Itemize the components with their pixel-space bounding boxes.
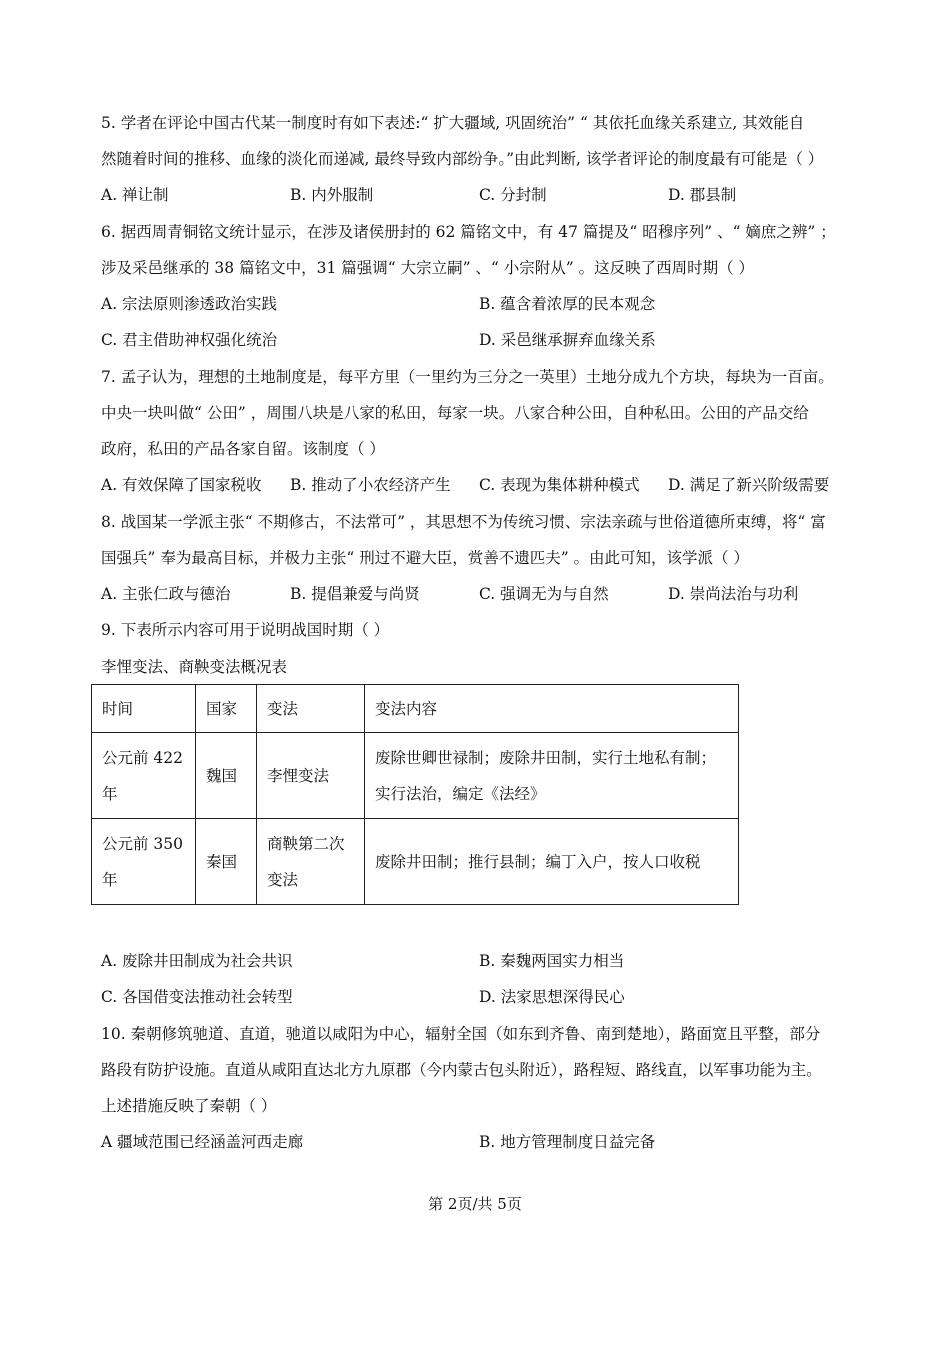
q7-option-a: A. 有效保障了国家税收	[101, 476, 262, 494]
q7-option-d: D. 满足了新兴阶级需要	[668, 476, 830, 494]
table-row	[92, 733, 739, 819]
q10-option-a: A 疆域范围已经涵盖河西走廊	[101, 1133, 304, 1151]
reform-table	[91, 684, 739, 905]
q9-option-a: A. 废除井田制成为社会共识	[101, 952, 293, 970]
table-header-cell: 变法	[257, 685, 365, 733]
q10-option-b: B. 地方管理制度日益完备	[479, 1133, 656, 1151]
q8-option-d: D. 崇尚法治与功利	[668, 585, 799, 603]
q10-line-1: 10. 秦朝修筑驰道、直道，驰道以咸阳为中心，辐射全国（如东到齐鲁、南到楚地），路面宽且平整，部分	[101, 1025, 821, 1043]
q7-line-2: 中央一块叫做“ 公田” ，周围八块是八家的私田，每家一块。八家合种公田，自种私田。公田的产品交给	[101, 404, 809, 422]
table-cell-time: 公元前 422 年	[92, 733, 196, 819]
table-cell-reform: 李悝变法	[257, 733, 365, 819]
q9-option-b: B. 秦魏两国实力相当	[479, 952, 625, 970]
q6-option-a: A. 宗法原则渗透政治实践	[101, 295, 278, 313]
top-fragment-mark	[101, 90, 291, 96]
q9-option-c: C. 各国借变法推动社会转型	[101, 988, 293, 1006]
table-header-cell: 变法内容	[365, 685, 739, 733]
q8-line-2: 国强兵” 奉为最高目标，并极力主张“ 刑过不避大臣，赏善不遗匹夫” 。由此可知，该学派（ ）	[101, 549, 749, 567]
q9-line-1: 9. 下表所示内容可用于说明战国时期（ ）	[101, 621, 390, 639]
q9-option-d: D. 法家思想深得民心	[479, 988, 625, 1006]
table-caption: 李悝变法、商鞅变法概况表	[101, 658, 288, 676]
table-header-row	[92, 685, 739, 733]
q8-option-a: A. 主张仁政与德治	[101, 585, 231, 603]
page-footer: 第 2页/共 5页	[428, 1195, 522, 1213]
q7-line-1: 7. 孟子认为，理想的土地制度是，每平方里（一里约为三分之一英里）土地分成九个方块，每块为一百亩。	[101, 368, 834, 386]
table-cell-state: 秦国	[196, 819, 257, 905]
table-cell-state: 魏国	[196, 733, 257, 819]
table-cell-content: 废除世卿世禄制；废除井田制，实行土地私有制；实行法治，编定《法经》	[365, 733, 739, 819]
q8-line-1: 8. 战国某一学派主张“ 不期修古，不法常可” ，其思想不为传统习惯、宗法亲疏与世俗道德所束缚，将“ 富	[101, 513, 826, 531]
table-cell-content: 废除井田制；推行县制；编丁入户，按人口收税	[365, 819, 739, 905]
q5-line-2: 然随着时间的推移、血缘的淡化而递减, 最终导致内部纷争。”由此判断, 该学者评论的制度最有可能是（ ）	[101, 150, 824, 168]
q5-option-c: C. 分封制	[479, 186, 547, 204]
q8-option-c: C. 强调无为与自然	[479, 585, 609, 603]
q6-option-c: C. 君主借助神权强化统治	[101, 331, 278, 349]
q7-line-3: 政府，私田的产品各家自留。该制度（ ）	[101, 440, 385, 458]
q7-option-b: B. 推动了小农经济产生	[290, 476, 451, 494]
q7-option-c: C. 表现为集体耕种模式	[479, 476, 640, 494]
q5-line-1: 5. 学者在评论中国古代某一制度时有如下表述:“ 扩大疆域, 巩固统治” “ 其依托血缘关系建立, 其效能自	[101, 114, 805, 132]
q5-option-d: D. 郡县制	[668, 186, 737, 204]
table-cell-reform: 商鞅第二次变法	[257, 819, 365, 905]
q6-line-1: 6. 据西周青铜铭文统计显示，在涉及诸侯册封的 62 篇铭文中，有 47 篇提及“ 昭穆序列” 、“ 嫡庶之辨” ；	[101, 223, 836, 241]
q6-option-d: D. 采邑继承摒弃血缘关系	[479, 331, 656, 349]
table-row	[92, 819, 739, 905]
q5-option-a: A. 禅让制	[101, 186, 169, 204]
q10-line-3: 上述措施反映了秦朝（ ）	[101, 1097, 277, 1115]
table-header-cell: 国家	[196, 685, 257, 733]
q5-option-b: B. 内外服制	[290, 186, 374, 204]
q6-line-2: 涉及采邑继承的 38 篇铭文中，31 篇强调“ 大宗立嗣” 、“ 小宗附从” 。这反映了西周时期（ ）	[101, 259, 755, 277]
q6-option-b: B. 蕴含着浓厚的民本观念	[479, 295, 656, 313]
table-cell-time: 公元前 350 年	[92, 819, 196, 905]
q8-option-b: B. 提倡兼爱与尚贤	[290, 585, 420, 603]
table-header-cell: 时间	[92, 685, 196, 733]
q10-line-2: 路段有防护设施。直道从咸阳直达北方九原郡（今内蒙古包头附近），路程短、路线直，以军事功能为主。	[101, 1061, 822, 1079]
